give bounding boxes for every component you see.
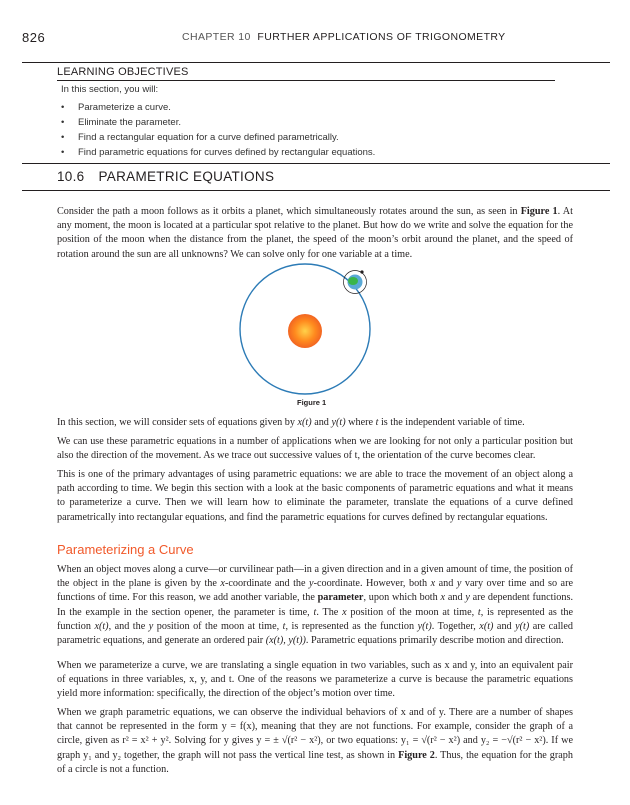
text: vary over time and so are functions of time. For this reason, we add another variable, the [57, 578, 573, 604]
text: position of the moon at time, [153, 620, 283, 632]
text: and [493, 620, 516, 632]
math-y-of-t: y(t) [417, 620, 432, 632]
section-bottom-rule [22, 190, 610, 191]
math-t: t [477, 606, 481, 618]
planet-land [348, 277, 358, 285]
text: , upon which both [363, 592, 441, 604]
chapter-heading [182, 31, 506, 43]
figure-1-reference: Figure 1 [520, 206, 558, 217]
math-t: t [282, 620, 286, 632]
math-ordered-pair: (x(t), y(t)) [265, 635, 306, 647]
math-x: x [430, 578, 436, 590]
text: -coordinate and the [224, 578, 310, 590]
paragraph-translate: When we parameterize a curve, we are translating a single equation in two variables, such as x and y, into an equivalent pair of equations in three variables, x, y, and t. One of the reasons we parameterize a curve is because the parametric equations yield more information: specifically, the direction of the object’s motion over time. [57, 660, 573, 700]
math-x-of-t: x(t) [479, 620, 494, 632]
figure-2-reference: Figure 2 [398, 749, 435, 761]
paragraph-graph-circle [57, 706, 573, 777]
text: are called parametric equations, and generate an ordered pair [57, 620, 573, 647]
text: . Together, [431, 620, 480, 632]
subsection-title: Parameterizing a Curve [57, 542, 194, 557]
text: , is represented as the function [285, 620, 418, 632]
math-y: y [309, 578, 314, 590]
term-parameter: parameter [317, 592, 364, 604]
intro-text-b: . At any moment, the moon is located at a particular spot relative to the planet. But how do we write and solve the equation for the position of the moon when the distance from the planet, the speed of the moon’s orbit around the planet, and the speed of rotation around the sun are all unknowns? We can solve only for one variable at a time. [57, 206, 573, 260]
math-y: y [465, 592, 470, 604]
math-t: t [375, 417, 379, 428]
text: where [345, 417, 376, 428]
text: In this section, we will consider sets of equations given by [57, 417, 298, 428]
text: are dependent functions. In the example in the section opener, the parameter is time, [57, 592, 573, 618]
objective-text: Parameterize a curve. [78, 102, 171, 113]
math-x: x [220, 578, 225, 590]
math-y: y [148, 620, 154, 632]
paragraph-applications: We can use these parametric equations in a number of applications when we are looking for not only a particular position but also the direction of the movement. As we trace out successive values of t, the orientation of the curve becomes clear. [57, 436, 573, 462]
learning-objectives-intro: In this section, you will: [61, 84, 159, 95]
math-x-of-t: x(t) [297, 417, 312, 428]
text: , is represented as the function [57, 606, 574, 632]
list-item: • Parameterize a curve. [61, 102, 171, 113]
text: -coordinate. However, both [313, 578, 431, 590]
figure-1-caption: Figure 1 [297, 398, 327, 407]
section-top-rule [22, 163, 610, 164]
chapter-label: CHAPTER 10 [182, 31, 251, 43]
text: is the independent variable of time. [378, 417, 525, 428]
math-x: x [342, 606, 347, 618]
text: When we graph parametric equations, we can observe the individual behaviors of x and of y. There are a number of shapes that cannot be represented in the form y = f(x), meaning that they are not functions. For example, consider the graph of a circle, given as r² = x² + y². Solving for y gives y = ± √(r² − x²), or two equations: y₁ = √(r² − x²) and y₂ = −√(r² − x²). If we graph y₁ and y₂ together, the graph will not pass the vertical line test, as shown in [57, 707, 573, 761]
planet-icon [348, 275, 363, 290]
math-x-of-t: x(t) [94, 620, 109, 632]
text: and [435, 578, 457, 590]
moon-orbit [344, 271, 367, 294]
list-item: • Find a rectangular equation for a curve defined parametrically. [61, 132, 339, 143]
math-y-of-t: y(t) [331, 417, 346, 428]
learning-objectives-title: LEARNING OBJECTIVES [57, 66, 189, 78]
text: . The [316, 606, 343, 618]
section-number: 10.6 [57, 169, 85, 184]
objective-text: Find a rectangular equation for a curve defined parametrically. [78, 132, 339, 143]
text: . Parametric equations primarily describe motion and direction. [305, 635, 564, 647]
math-x: x [440, 592, 446, 604]
planet-orbit [240, 264, 370, 394]
intro-paragraph [57, 205, 573, 262]
list-item: • Find parametric equations for curves defined by rectangular equations. [61, 147, 376, 158]
sun-icon [288, 314, 322, 348]
math-t: t [313, 606, 317, 618]
page-number: 826 [22, 30, 46, 45]
text: When an object moves along a curve—or curvilinear path—in a given direction and in a given amount of time, the position of the object in the plane is given by the [57, 564, 573, 590]
math-y-of-t: y(t) [515, 620, 530, 632]
text: , and the [108, 620, 149, 632]
objective-text: Eliminate the parameter. [78, 117, 181, 128]
learning-objectives-top-rule [22, 62, 610, 63]
intro-text-a: Consider the path a moon follows as it orbits a planet, which simultaneously rotates around the sun, as seen in [57, 206, 521, 217]
paragraph-curvilinear-path [57, 563, 573, 648]
learning-objectives-underline [57, 80, 555, 81]
text: and [445, 592, 466, 604]
math-y: y [456, 578, 462, 590]
list-item: • Eliminate the parameter. [61, 117, 181, 128]
page-header [22, 30, 612, 46]
learning-objectives-list [61, 100, 375, 160]
chapter-title: FURTHER APPLICATIONS OF TRIGONOMETRY [257, 31, 506, 43]
text: . Thus, the equation for the graph of a circle is not a function. [57, 749, 573, 775]
objective-text: Find parametric equations for curves defined by rectangular equations. [78, 147, 376, 158]
section-title: PARAMETRIC EQUATIONS [98, 169, 275, 184]
moon-icon [360, 270, 363, 273]
section-heading [57, 169, 274, 184]
paragraph-parametric-intro: In this section, we will consider sets of equations given by x(t) and y(t) where t is the independent variable of time. [57, 417, 525, 428]
text: position of the moon at time, [346, 606, 478, 618]
paragraph-advantages: This is one of the primary advantages of using parametric equations: we are able to trace the movement of an object along a path according to time. We begin this section with a look at the basic components of parametric equations and what it means to parameterize a curve. Then we will learn how to eliminate the parameter, translate the equations of a curve defined parametrically into rectangular equations, and find the parametric equations for curves defined by rectangular equations. [57, 469, 573, 523]
